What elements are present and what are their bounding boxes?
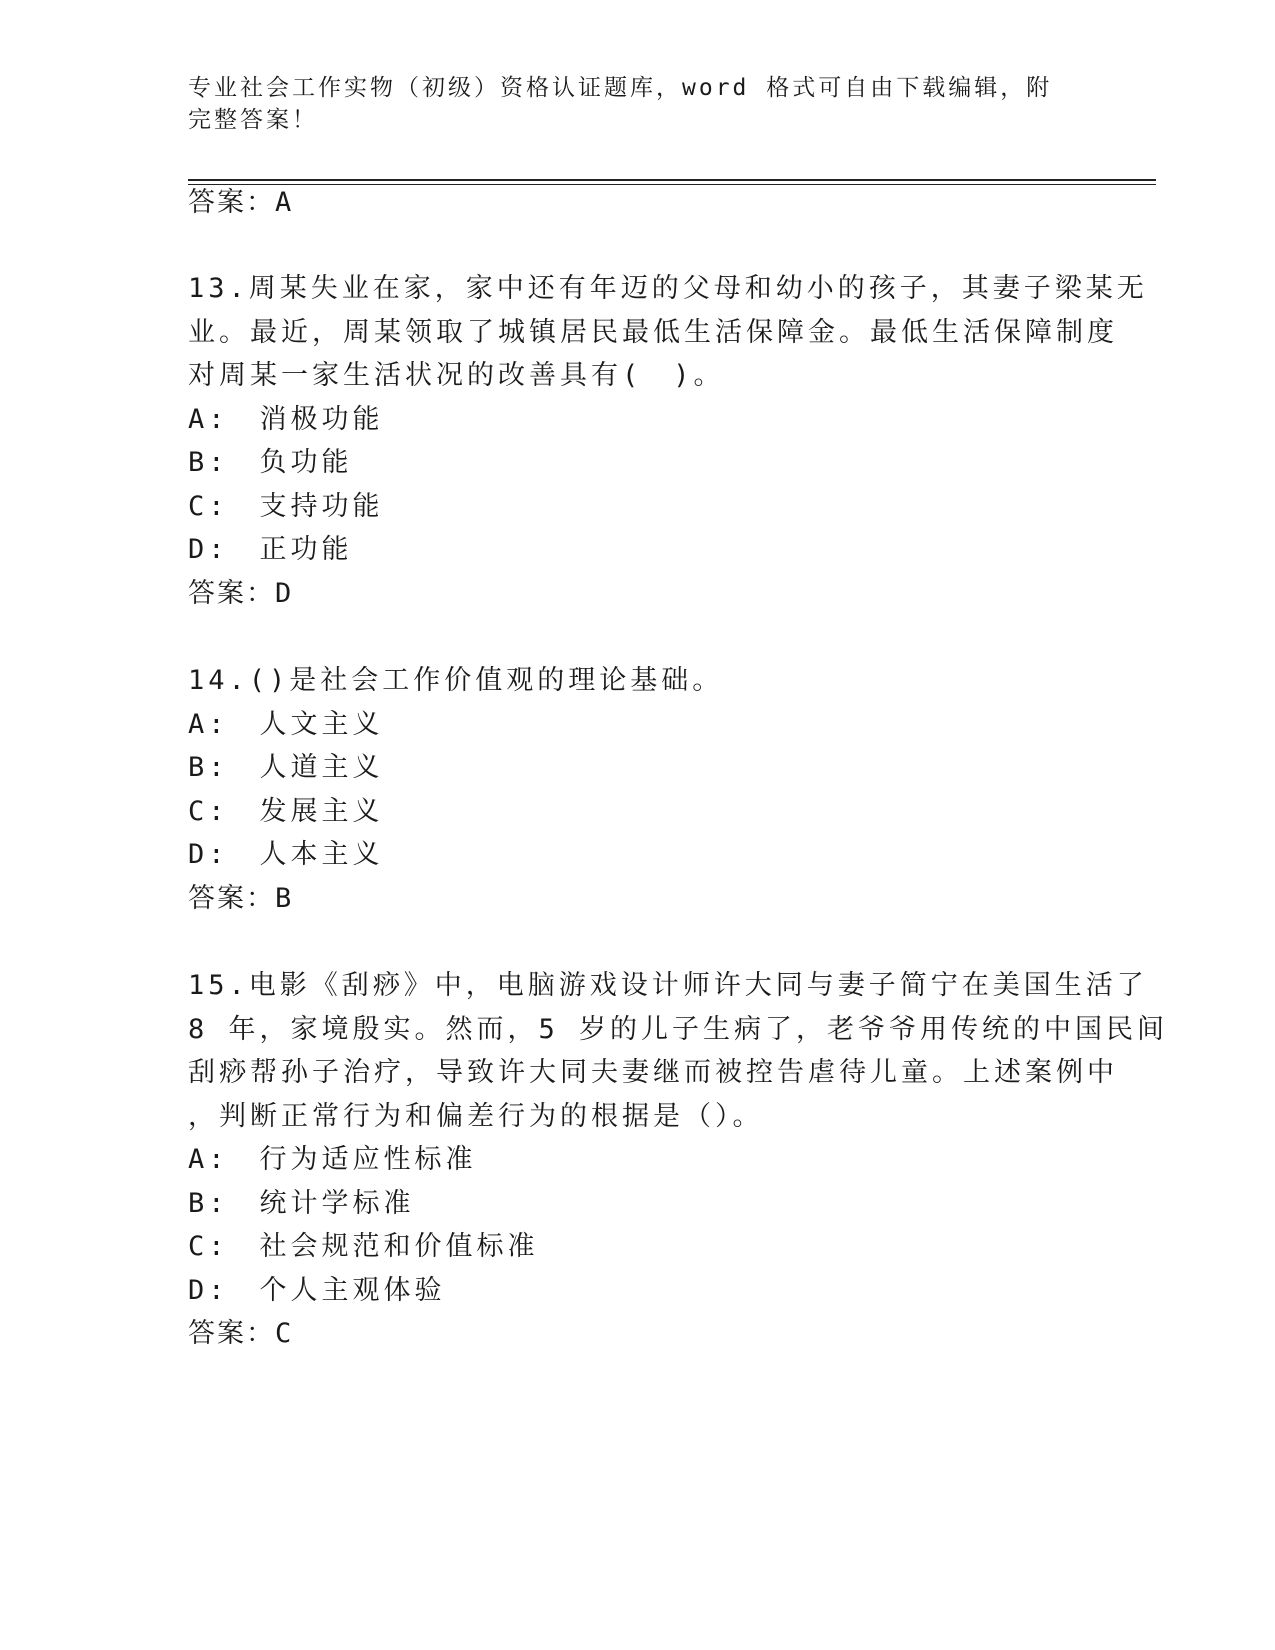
option-c: C: 发展主义 (188, 796, 384, 827)
answer-line (188, 1311, 293, 1357)
question-text: 8 年，家境殷实。然而，5 岁的儿子生病了，老爷爷用传统的中国民间 (188, 1014, 1169, 1045)
option-d: D: 正功能 (188, 534, 353, 565)
question-text: 对周某一家生活状况的改善具有( )。 (188, 360, 725, 391)
option-a: A: 人文主义 (188, 709, 384, 740)
answer-label: 答案： (188, 1318, 275, 1349)
question-text: 业。最近，周某领取了城镇居民最低生活保障金。最低生活保障制度 (188, 317, 1118, 348)
answer-line (188, 876, 293, 922)
option-a: A: 消极功能 (188, 404, 384, 435)
answer-line (188, 571, 293, 617)
answer-line (188, 180, 293, 226)
document-header: 专业社会工作实物（初级）资格认证题库，word 格式可自由下载编辑，附完整答案！ (188, 75, 1053, 133)
answer-label: 答案： (188, 187, 275, 218)
question-text: 15.电影《刮痧》中，电脑游戏设计师许大同与妻子简宁在美国生活了 (188, 970, 1148, 1001)
header-rule (188, 179, 1156, 181)
option-a: A: 行为适应性标准 (188, 1144, 477, 1175)
answer-value: B (275, 883, 294, 914)
question-text: ，判断正常行为和偏差行为的根据是（）。 (188, 1101, 764, 1132)
answer-value: A (275, 187, 294, 218)
option-b: B: 人道主义 (188, 752, 384, 783)
option-d: D: 人本主义 (188, 839, 384, 870)
question-text: 刮痧帮孙子治疗，导致许大同夫妻继而被控告虐待儿童。上述案例中 (188, 1057, 1118, 1088)
question-text: 13.周某失业在家，家中还有年迈的父母和幼小的孩子，其妻子梁某无 (188, 273, 1148, 304)
header-rule-thin (188, 184, 1156, 185)
question-text: 14.()是社会工作价值观的理论基础。 (188, 665, 724, 696)
answer-label: 答案： (188, 578, 275, 609)
option-b: B: 负功能 (188, 447, 353, 478)
answer-value: D (275, 578, 294, 609)
option-d: D: 个人主观体验 (188, 1275, 446, 1306)
answer-value: C (275, 1318, 294, 1349)
option-c: C: 支持功能 (188, 491, 384, 522)
option-c: C: 社会规范和价值标准 (188, 1231, 539, 1262)
option-b: B: 统计学标准 (188, 1188, 415, 1219)
answer-label: 答案： (188, 883, 275, 914)
